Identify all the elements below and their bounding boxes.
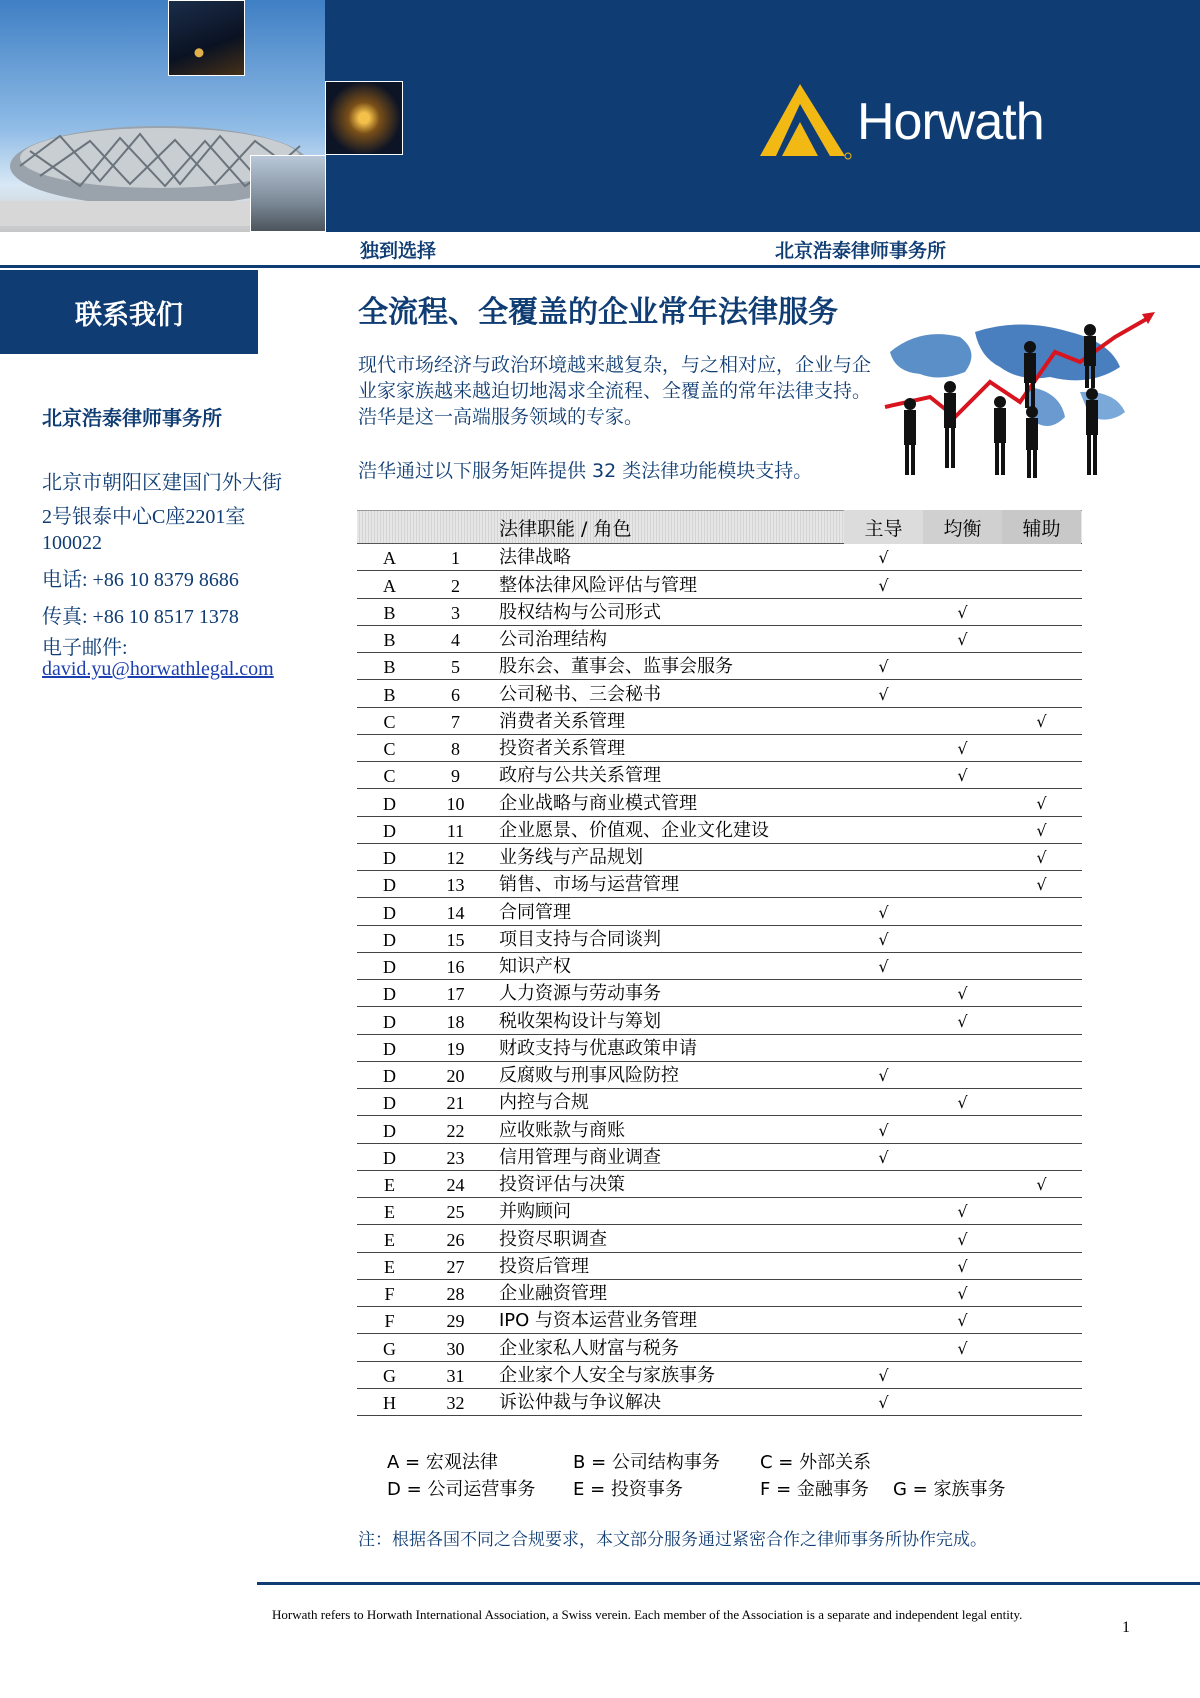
table-row [357,680,1082,707]
row-assist-mark [1002,1414,1081,1415]
row-category: D [383,1120,396,1141]
row-balance-mark [923,1087,1002,1088]
row-number: 32 [446,1393,465,1413]
row-function: 知识产权 [499,956,571,977]
row-balance-mark [923,733,1002,734]
row-category: G [383,1338,396,1359]
row-function: 政府与公共关系管理 [499,765,661,787]
row-category: B [383,602,396,623]
row-category: B [383,630,396,650]
intro-paragraph-2: 浩华通过以下服务矩阵提供 32 类法律功能模块支持。 [358,460,813,482]
row-number: 8 [451,739,460,759]
postcode: 100022 [42,532,102,554]
row-number: 31 [446,1365,465,1386]
row-assist-mark [1002,1223,1081,1224]
row-assist-mark [1002,1387,1081,1388]
row-balance-mark [923,815,1002,816]
table-row [357,789,1082,816]
row-lead-mark: √ [878,657,889,677]
row-number: 23 [446,1147,465,1168]
row-lead-mark [844,787,923,788]
row-category: F [384,1311,395,1332]
row-lead-mark [844,1033,923,1034]
row-balance-mark [923,869,1002,870]
legend-f: F = 金融事务 [760,1479,869,1500]
row-category: D [383,820,396,841]
row-assist-mark [1002,760,1081,761]
row-assist-mark [1002,1332,1081,1333]
footer-divider [257,1582,1200,1585]
email-link[interactable]: david.yu@horwathlegal.com [42,658,274,680]
row-function: 项目支持与合同谈判 [499,928,661,950]
legend-d: D = 公司运营事务 [387,1479,536,1500]
row-number: 29 [446,1311,465,1332]
sidebar-firm-name: 北京浩泰律师事务所 [42,406,222,430]
row-balance-mark [923,842,1002,843]
row-lead-mark [844,1251,923,1252]
row-lead-mark: √ [878,902,889,922]
phone: 电话: +86 10 8379 8686 [42,569,239,591]
row-balance-mark [923,1169,1002,1170]
row-category: B [383,684,396,705]
row-category: F [384,1284,395,1304]
table-header [357,510,1082,544]
address-line2: 2号银泰中心C座2201室 [42,506,246,528]
row-category: A [383,548,396,569]
row-assist-mark [1002,1114,1081,1115]
table-row [357,1389,1082,1416]
row-assist-mark [1002,924,1081,925]
row-lead-mark [844,1278,923,1279]
row-number: 30 [446,1338,465,1359]
row-number: 1 [451,548,460,569]
row-function: 公司秘书、三会秘书 [499,683,661,705]
row-lead-mark: √ [878,575,889,595]
row-number: 6 [451,684,460,705]
row-lead-mark [844,624,923,625]
row-balance-mark: √ [957,1229,968,1249]
row-assist-mark [1002,951,1081,952]
row-function: 股权结构与公司形式 [499,601,661,623]
row-lead-mark: √ [878,957,889,976]
row-function: 企业家个人安全与家族事务 [499,1364,715,1386]
row-balance-mark [923,1142,1002,1143]
table-row [357,1280,1082,1307]
row-function: 企业家私人财富与税务 [499,1337,679,1359]
row-number: 26 [446,1229,465,1250]
world-map-growth-icon [880,312,1155,482]
table-body [357,544,1082,1416]
row-category: D [383,1093,396,1114]
table-row [357,1253,1082,1280]
row-lead-mark: √ [878,1147,889,1167]
row-lead-mark [844,1332,923,1333]
row-category: D [383,848,396,868]
row-number: 7 [451,711,460,732]
row-function: 投资尽职调查 [499,1228,607,1250]
row-assist-mark [1002,678,1081,679]
header-lead: 主导 [844,510,923,544]
row-lead-mark: √ [878,1066,889,1085]
table-row [357,844,1082,871]
row-assist-mark [1002,1360,1081,1361]
row-number: 28 [446,1284,465,1304]
row-number: 20 [446,1066,465,1086]
row-function: 应收账款与商账 [499,1119,625,1141]
row-lead-mark [844,1196,923,1197]
table-row [357,1007,1082,1034]
legend-c: C = 外部关系 [760,1452,872,1473]
table-row [357,762,1082,789]
table-row [357,653,1082,680]
row-category: A [383,575,396,596]
row-balance-mark [923,951,1002,952]
row-number: 22 [446,1120,465,1141]
row-number: 4 [451,630,460,650]
row-category: B [383,657,396,678]
row-function: 企业融资管理 [499,1283,607,1304]
row-function: IPO 与资本运营业务管理 [499,1310,698,1332]
brand-name: Horwath [857,93,1044,151]
page-number: 1 [1122,1619,1130,1636]
row-lead-mark [844,896,923,897]
row-balance-mark: √ [957,602,968,622]
table-row [357,1144,1082,1171]
table-row [357,1334,1082,1361]
row-number: 15 [446,929,465,950]
row-lead-mark [844,651,923,652]
row-function: 企业愿景、价值观、企业文化建设 [499,819,769,841]
row-number: 5 [451,657,460,678]
row-number: 2 [451,575,460,596]
row-number: 13 [446,875,465,896]
row-balance-mark [923,978,1002,979]
row-lead-mark [844,1060,923,1061]
row-function: 反腐败与刑事风险防控 [499,1065,679,1086]
row-balance-mark [923,1060,1002,1061]
row-lead-mark: √ [878,1365,889,1385]
row-function: 销售、市场与运营管理 [499,874,679,896]
legend-e: E = 投资事务 [573,1479,683,1500]
table-row [357,735,1082,762]
table-row [357,571,1082,598]
row-category: D [383,1066,396,1086]
row-function: 消费者关系管理 [499,710,625,732]
table-row [357,1171,1082,1198]
table-row [357,817,1082,844]
row-category: C [383,711,396,732]
row-balance-mark [923,1196,1002,1197]
row-balance-mark [923,678,1002,679]
row-category: E [384,1202,395,1223]
row-lead-mark [844,1223,923,1224]
row-balance-mark: √ [957,739,968,758]
table-row [357,926,1082,953]
table-row [357,626,1082,653]
row-function: 内控与合规 [499,1092,589,1114]
row-assist-mark [1002,651,1081,652]
row-balance-mark [923,569,1002,570]
row-assist-mark [1002,1169,1081,1170]
row-lead-mark: √ [878,684,889,704]
row-number: 19 [446,1038,465,1059]
row-category: D [383,1038,396,1059]
table-row [357,871,1082,898]
row-assist-mark: √ [1036,848,1047,867]
page-header [0,0,1200,232]
email-label: 电子邮件: [42,637,128,659]
header-photo-tower [250,155,326,232]
row-assist-mark: √ [1036,1175,1047,1194]
row-category: E [384,1229,395,1250]
header-function: 法律职能 / 角色 [499,517,632,540]
table-row [357,1362,1082,1389]
row-function: 业务线与产品规划 [499,847,643,868]
row-lead-mark: √ [878,929,889,949]
table-row [357,708,1082,735]
header-subbar [0,232,1200,268]
row-function: 整体法律风险评估与管理 [499,574,697,596]
service-matrix-table [357,510,1082,1416]
row-lead-mark [844,733,923,734]
table-row [357,980,1082,1007]
row-number: 25 [446,1202,465,1223]
row-lead-mark [844,1005,923,1006]
row-number: 10 [446,793,465,814]
header-photo-night [325,81,403,155]
row-assist-mark [1002,706,1081,707]
intro-paragraph: 现代市场经济与政治环境越来越复杂，与之相对应，企业与企业家家族越来越迫切地渴求全流程、全覆盖的常年法律支持。浩华是这一高端服务领域的专家。 [358,354,872,428]
row-category: D [383,929,396,950]
header-assist: 辅助 [1002,510,1081,544]
row-category: E [384,1256,395,1277]
row-category: D [383,793,396,814]
row-assist-mark [1002,597,1081,598]
row-balance-mark: √ [957,1256,968,1276]
row-lead-mark [844,1360,923,1361]
header-photo-city [168,0,245,76]
row-balance-mark [923,896,1002,897]
row-lead-mark [844,1114,923,1115]
row-number: 17 [446,984,465,1005]
tagline: 独到选择 [360,240,437,262]
row-category: D [383,902,396,923]
row-balance-mark: √ [957,1011,968,1031]
row-lead-mark: √ [878,548,889,568]
row-category: C [383,739,396,759]
table-row [357,1198,1082,1225]
row-balance-mark [923,597,1002,598]
row-number: 12 [446,848,465,868]
row-assist-mark [1002,1060,1081,1061]
header-firm-name: 北京浩泰律师事务所 [775,240,947,262]
contact-title: 联系我们 [0,270,258,354]
legend-g: G = 家族事务 [893,1479,1006,1500]
table-row [357,1225,1082,1252]
row-function: 税收架构设计与筹划 [499,1010,661,1032]
row-category: D [383,1011,396,1032]
row-assist-mark [1002,978,1081,979]
row-category: C [383,766,396,787]
row-function: 诉讼仲裁与争议解决 [499,1392,661,1413]
row-balance-mark: √ [957,630,968,649]
table-row [357,1035,1082,1062]
row-lead-mark [844,842,923,843]
row-balance-mark [923,1414,1002,1415]
row-balance-mark: √ [957,1338,968,1358]
row-assist-mark [1002,1305,1081,1306]
compliance-note: 注：根据各国不同之合规要求，本文部分服务通过紧密合作之律师事务所协作完成。 [358,1530,987,1550]
row-function: 企业战略与商业模式管理 [499,792,697,814]
header-balance: 均衡 [923,510,1002,544]
legend-b: B = 公司结构事务 [573,1452,720,1473]
table-row [357,1307,1082,1334]
row-category: D [383,1147,396,1168]
row-assist-mark: √ [1036,820,1047,840]
row-lead-mark [844,815,923,816]
table-row [357,1089,1082,1116]
row-assist-mark: √ [1036,793,1047,813]
row-function: 公司治理结构 [499,629,607,650]
row-function: 股东会、董事会、监事会服务 [499,656,733,678]
row-balance-mark: √ [957,766,968,786]
row-function: 投资评估与决策 [499,1174,625,1195]
row-category: E [384,1175,395,1195]
table-row [357,1116,1082,1143]
row-assist-mark: √ [1036,711,1047,731]
table-row [357,898,1082,925]
row-function: 财政支持与优惠政策申请 [499,1037,697,1059]
row-balance-mark: √ [957,1093,968,1113]
row-number: 21 [446,1093,465,1114]
address-line1: 北京市朝阳区建国门外大街 [42,470,282,494]
row-assist-mark [1002,1278,1081,1279]
row-lead-mark: √ [878,1120,889,1140]
row-assist-mark [1002,569,1081,570]
row-number: 24 [446,1175,465,1195]
fax: 传真: +86 10 8517 1378 [42,606,239,628]
row-balance-mark [923,924,1002,925]
row-number: 27 [446,1256,465,1277]
row-function: 信用管理与商业调查 [499,1146,661,1168]
row-number: 14 [446,902,465,923]
legend-a: A = 宏观法律 [387,1452,498,1473]
row-category: D [383,875,396,896]
row-function: 并购顾问 [499,1201,571,1223]
row-assist-mark [1002,1142,1081,1143]
table-row [357,599,1082,626]
row-assist-mark [1002,1251,1081,1252]
row-balance-mark: √ [957,984,968,1004]
row-function: 人力资源与劳动事务 [499,983,661,1005]
row-balance-mark [923,706,1002,707]
row-balance-mark: √ [957,1202,968,1222]
table-row [357,953,1082,980]
row-function: 投资者关系管理 [499,738,625,759]
row-number: 9 [451,766,460,787]
row-assist-mark: √ [1036,875,1047,895]
page-title: 全流程、全覆盖的企业常年法律服务 [358,295,838,330]
row-category: H [383,1393,396,1413]
table-row [357,1062,1082,1089]
row-category: D [383,984,396,1005]
row-lead-mark [844,1305,923,1306]
row-assist-mark [1002,1087,1081,1088]
row-function: 合同管理 [499,901,571,923]
row-number: 3 [451,602,460,623]
row-balance-mark: √ [957,1311,968,1331]
row-category: D [383,957,396,977]
row-assist-mark [1002,624,1081,625]
row-balance-mark: √ [957,1284,968,1303]
row-function: 法律战略 [499,547,571,569]
row-number: 18 [446,1011,465,1032]
row-number: 16 [446,957,465,977]
row-assist-mark [1002,1033,1081,1034]
row-lead-mark: √ [878,1393,889,1412]
footer-disclaimer: Horwath refers to Horwath International Association, a Swiss verein. Each member of the Association is a separate and independent legal entity. [272,1607,1023,1622]
row-number: 11 [446,820,465,841]
row-lead-mark [844,869,923,870]
row-function: 投资后管理 [499,1255,589,1277]
row-assist-mark [1002,787,1081,788]
row-lead-mark [844,760,923,761]
row-balance-mark [923,1387,1002,1388]
table-row [357,544,1082,571]
row-assist-mark [1002,1005,1081,1006]
row-category: G [383,1365,396,1386]
